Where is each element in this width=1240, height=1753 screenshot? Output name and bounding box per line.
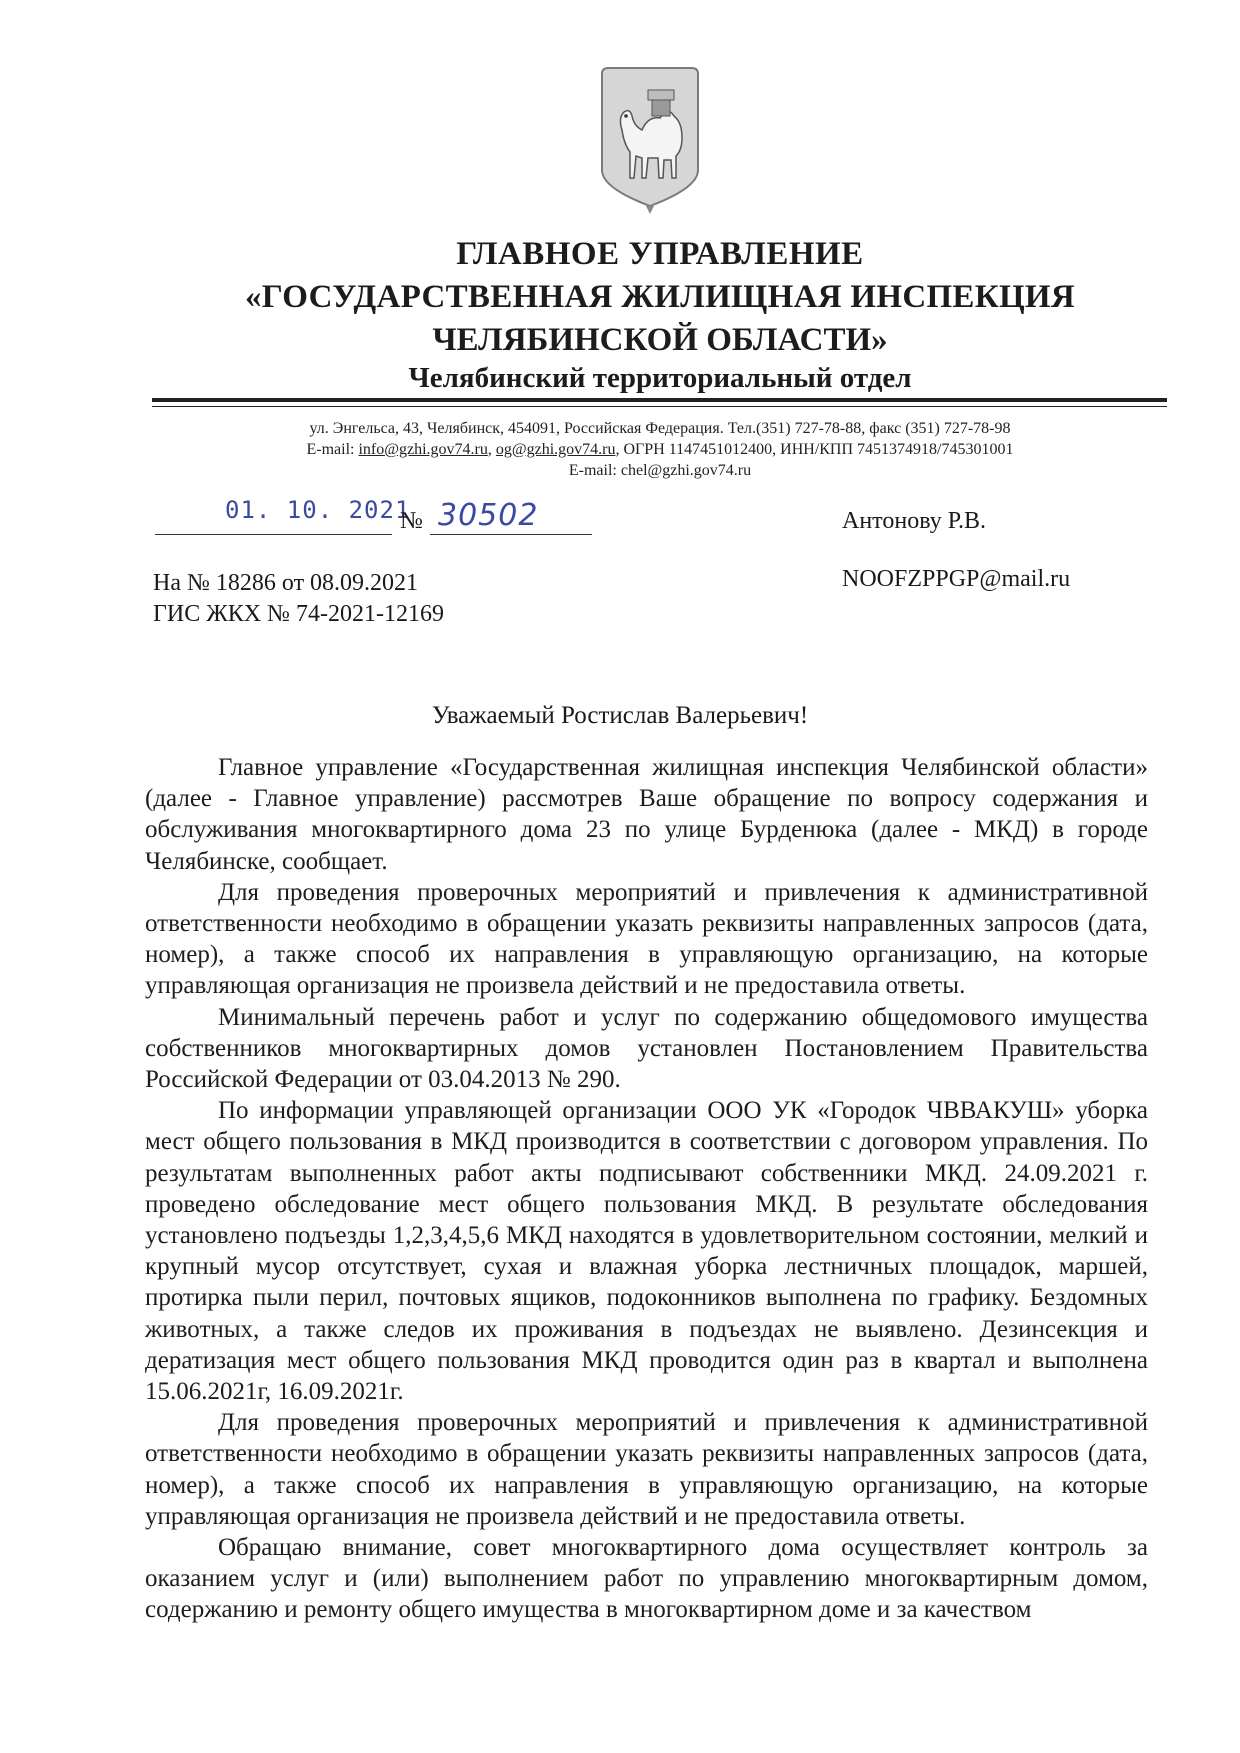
outgoing-date-stamp: 01. 10. 2021 bbox=[225, 496, 411, 524]
body-paragraph: Для проведения проверочных мероприятий и привлечения к административной ответственности необходимо в обращении указать реквизиты направленных запросов (дата, номер), а также способ их направления в управляющую организацию, на которые управляющая организация не произвела действий и не предоставила ответы. bbox=[145, 878, 1148, 1000]
organization-title-line-2: «ГОСУДАРСТВЕННАЯ ЖИЛИЩНАЯ ИНСПЕКЦИЯ bbox=[244, 279, 1076, 315]
body-paragraph: Для проведения проверочных мероприятий и привлечения к административной ответственности необходимо в обращении указать реквизиты направленных запросов (дата, номер), а также способ их направления в управляющую организацию, на которые управляющая организация не произвела действий и не предоставила ответы. bbox=[145, 1409, 1148, 1530]
registration-codes: , ОГРН 1147451012400, ИНН/КПП 7451374918/745301001 bbox=[615, 441, 1014, 458]
contact-address-line: ул. Энгельса, 43, Челябинск, 454091, Российская Федерация. Тел.(351) 727-78-88, факс (351) 727-78-98 bbox=[309, 420, 1011, 437]
body-paragraph: Минимальный перечень работ и услуг по содержанию общедомового имущества собственников многоквартирных домов установлен Постановлением Правительства Российской Федерации от 03.04.2013 № 290. bbox=[145, 1003, 1148, 1094]
header-rule-thick bbox=[152, 398, 1167, 402]
salutation: Уважаемый Ростислав Валерьевич! bbox=[431, 702, 809, 729]
letter-body bbox=[145, 752, 1148, 1626]
number-sign: № bbox=[400, 508, 423, 534]
date-underline bbox=[155, 534, 392, 535]
outgoing-number-handwritten: 30502 bbox=[438, 498, 539, 533]
department-email-line: E-mail: chel@gzhi.gov74.ru bbox=[568, 462, 752, 479]
header-rule-thin bbox=[152, 406, 1167, 407]
gis-reference: ГИС ЖКХ № 74-2021-12169 bbox=[153, 601, 444, 627]
body-paragraph: По информации управляющей организации ООО УК «Городок ЧВВАКУШ» уборка мест общего пользования в МКД производится в соответствии с договором управления. По результатам выполненных работ акты подписывают собственники МКД. 24.09.2021 г. проведено обследование мест общего пользования МКД. В результате обследования установлено подъезды 1,2,3,4,5,6 МКД находятся в удовлетворительном состоянии, мелкий и крупный мусор отсутствует, сухая и влажная уборка лестничных площадок, маршей, протирка пыли перил, почтовых ящиков, подоконников выполнена по графику. Бездомных животных, а также следов их проживания в подъездах не выявлено. Дезинсекция и дератизация мест общего пользования МКД проводится один раз в квартал и выполнена 15.06.2021г, 16.09.2021г. bbox=[145, 1097, 1148, 1406]
number-underline bbox=[430, 534, 592, 535]
incoming-reference: На № 18286 от 08.09.2021 bbox=[153, 570, 419, 596]
contact-block bbox=[180, 418, 1140, 481]
recipient-name: Антонову Р.В. bbox=[842, 508, 987, 534]
email-prefix: E-mail: bbox=[306, 441, 359, 458]
email-separator: , bbox=[487, 441, 496, 458]
organization-title-line-3: ЧЕЛЯБИНСКОЙ ОБЛАСТИ» bbox=[432, 322, 888, 358]
body-paragraph: Обращаю внимание, совет многоквартирного дома осуществляет контроль за оказанием услуг и (или) выполнением работ по управлению многоквартирным домом, содержанию и ремонту общего имущества в многоквартирном доме и за качеством bbox=[145, 1534, 1148, 1624]
organization-title-line-1: ГЛАВНОЕ УПРАВЛЕНИЕ bbox=[456, 236, 864, 272]
contact-email-line bbox=[180, 439, 1140, 460]
recipient-email: NOOFZPPGP@mail.ru bbox=[842, 566, 1071, 592]
body-paragraph: Главное управление «Государственная жилищная инспекция Челябинской области» (далее - Главное управление) рассмотрев Ваше обращение по вопросу содержания и обслуживания многоквартирного дома 23 по улице Бурденюка (далее - МКД) в городе Челябинске, сообщает. bbox=[145, 754, 1148, 875]
info-email-link[interactable]: info@gzhi.gov74.ru bbox=[358, 441, 488, 458]
camel-coat-of-arms-icon bbox=[590, 60, 710, 215]
og-email-link[interactable]: og@gzhi.gov74.ru bbox=[495, 441, 616, 458]
department-name: Челябинский территориальный отдел bbox=[408, 362, 912, 394]
